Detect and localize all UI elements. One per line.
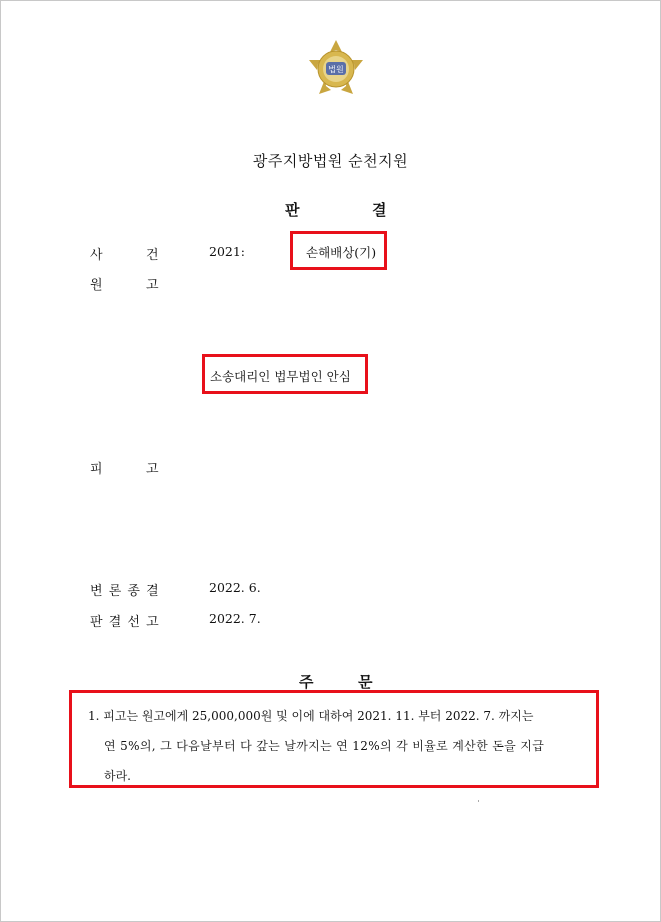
plaintiff-attorney: 소송대리인 법무법인 안심 <box>210 369 351 384</box>
plaintiff-label-2: 고 <box>146 278 159 293</box>
pleading-close-label: 변 론 종 결 <box>90 584 160 599</box>
order-line-3: 하라. <box>104 769 131 783</box>
pleading-close-date: 2022. 6. <box>209 580 261 595</box>
case-label-2: 건 <box>146 248 159 263</box>
case-label-1: 사 <box>90 248 103 263</box>
title-char-1: 판 <box>285 201 300 219</box>
speck <box>478 800 479 802</box>
case-name: 손해배상(기) <box>306 245 377 260</box>
case-number: 2021: <box>209 244 246 259</box>
order-heading-char-2: 문 <box>358 673 373 691</box>
court-name: 광주지방법원 순천지원 <box>252 152 409 170</box>
plaintiff-label-1: 원 <box>90 278 103 293</box>
order-heading-char-1: 주 <box>299 673 314 691</box>
seal-text: 법원 <box>328 65 344 74</box>
judgment-date: 2022. 7. <box>209 611 261 626</box>
order-line-1: 1. 피고는 원고에게 25,000,000원 및 이에 대하여 2021. 11. 부터 2022. 7. 까지는 <box>88 709 534 723</box>
defendant-label-2: 고 <box>146 462 159 477</box>
order-line-2: 연 5%의, 그 다음날부터 다 갚는 날까지는 연 12%의 각 비율로 계산한 돈을 지급 <box>104 739 545 753</box>
court-seal-icon <box>305 38 367 100</box>
title-char-2: 결 <box>372 201 387 219</box>
defendant-label-1: 피 <box>90 462 103 477</box>
judgment-date-label: 판 결 선 고 <box>90 615 160 630</box>
